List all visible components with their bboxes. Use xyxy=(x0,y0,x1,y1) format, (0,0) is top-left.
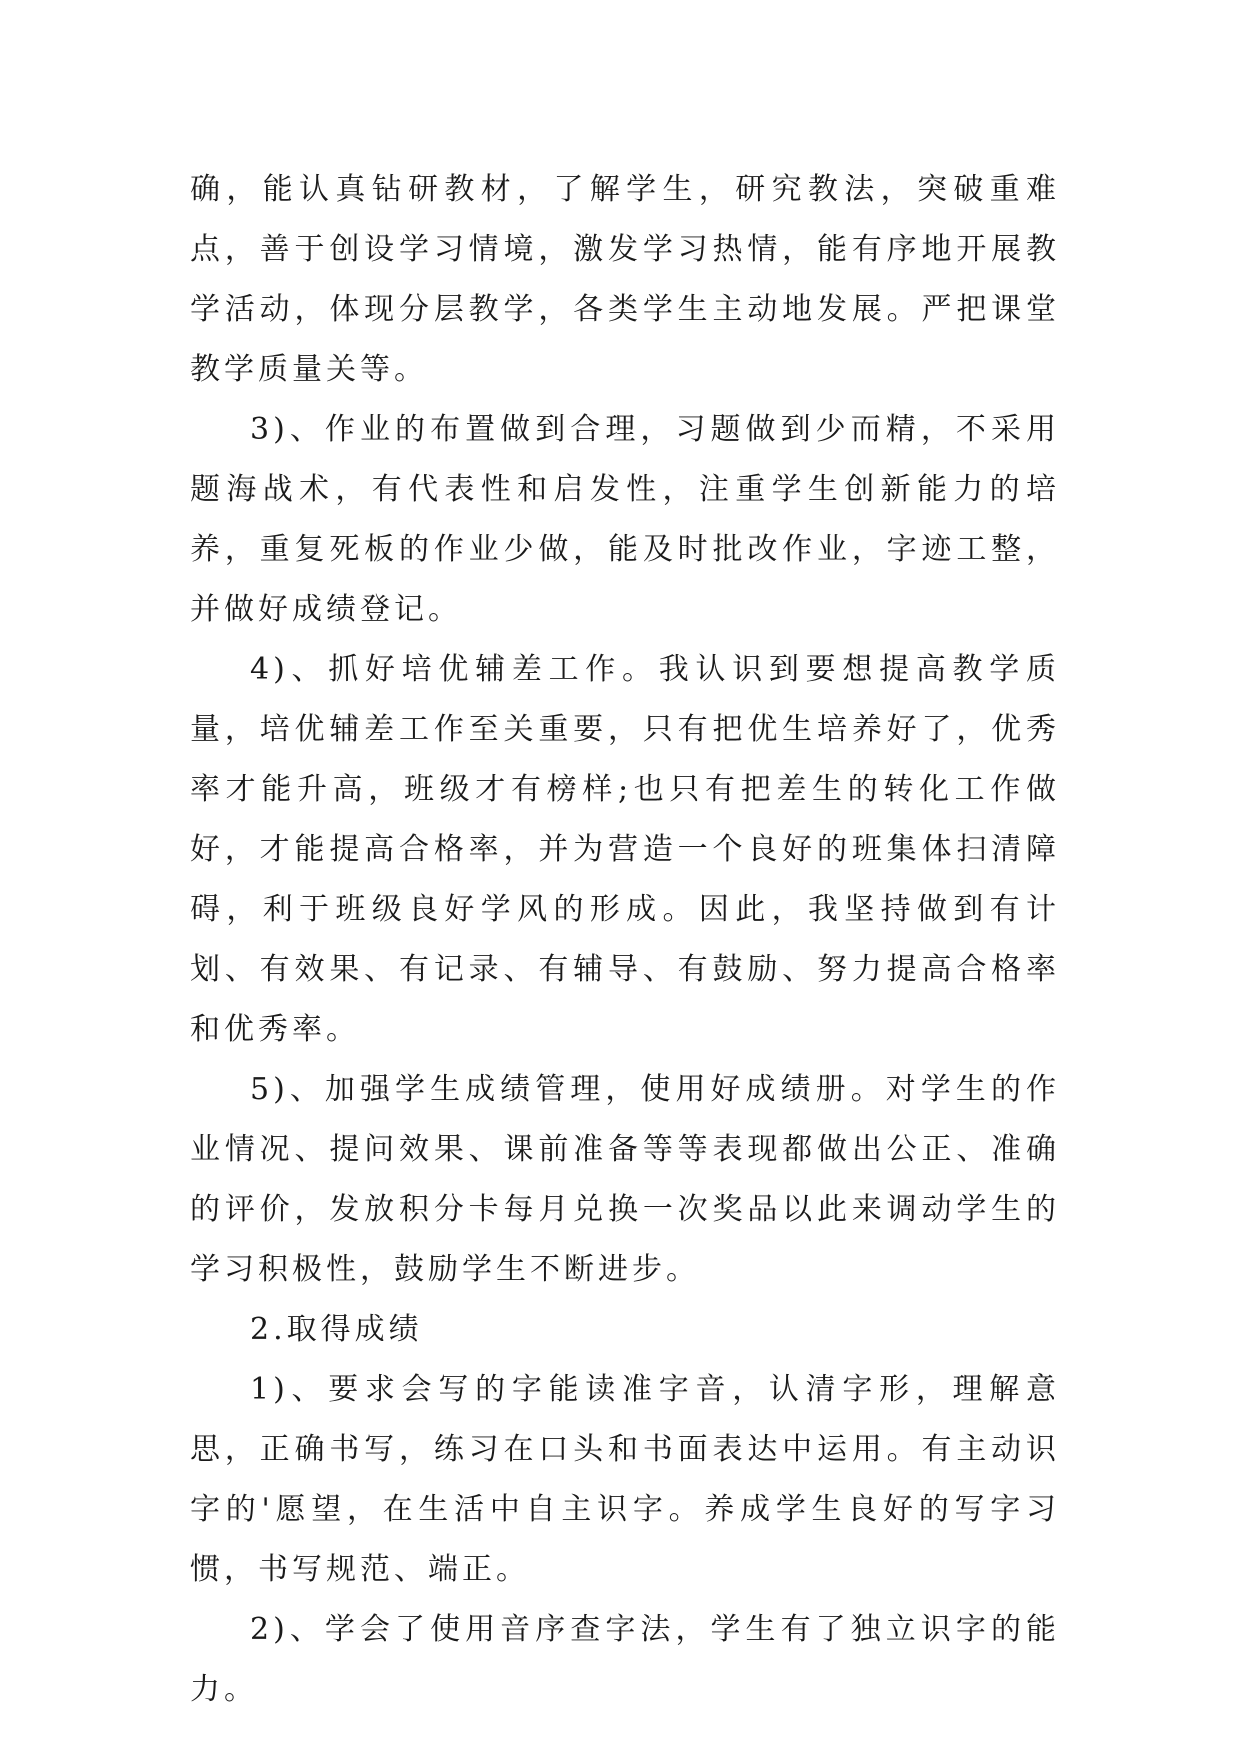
paragraph-tutoring: 4)、抓好培优辅差工作。我认识到要想提高教学质量，培优辅差工作至关重要，只有把优生培养好了，优秀率才能升高，班级才有榜样;也只有把差生的转化工作做好，才能提高合格率，并为营造一个良好的班集体扫清障碍，利于班级良好学风的形成。因此，我坚持做到有计划、有效果、有记录、有辅导、有鼓励、努力提高合格率和优秀率。 xyxy=(190,652,1060,1047)
paragraph-teaching-quality: 确，能认真钻研教材，了解学生，研究教法，突破重难点，善于创设学习情境，激发学习热情，能有序地开展教学活动，体现分层教学，各类学生主动地发展。严把课堂教学质量关等。 xyxy=(190,172,1060,387)
paragraph-grade-management: 5)、加强学生成绩管理，使用好成绩册。对学生的作业情况、提问效果、课前准备等等表现都做出公正、准确的评价，发放积分卡每月兑换一次奖品以此来调动学生的学习积极性，鼓励学生不断进步。 xyxy=(190,1072,1060,1287)
paragraph-writing-skills: 1)、要求会写的字能读准字音，认清字形，理解意思，正确书写，练习在口头和书面表达中运用。有主动识字的'愿望，在生活中自主识字。养成学生良好的写字习惯，书写规范、端正。 xyxy=(190,1372,1060,1587)
paragraph-homework: 3)、作业的布置做到合理，习题做到少而精，不采用题海战术，有代表性和启发性，注重学生创新能力的培养，重复死板的作业少做，能及时批改作业，字迹工整，并做好成绩登记。 xyxy=(190,412,1060,627)
document-body xyxy=(190,160,1060,1720)
section-heading-achievements: 2.取得成绩 xyxy=(250,1312,423,1347)
paragraph-dictionary-skills: 2)、学会了使用音序查字法，学生有了独立识字的能力。 xyxy=(190,1612,1060,1707)
